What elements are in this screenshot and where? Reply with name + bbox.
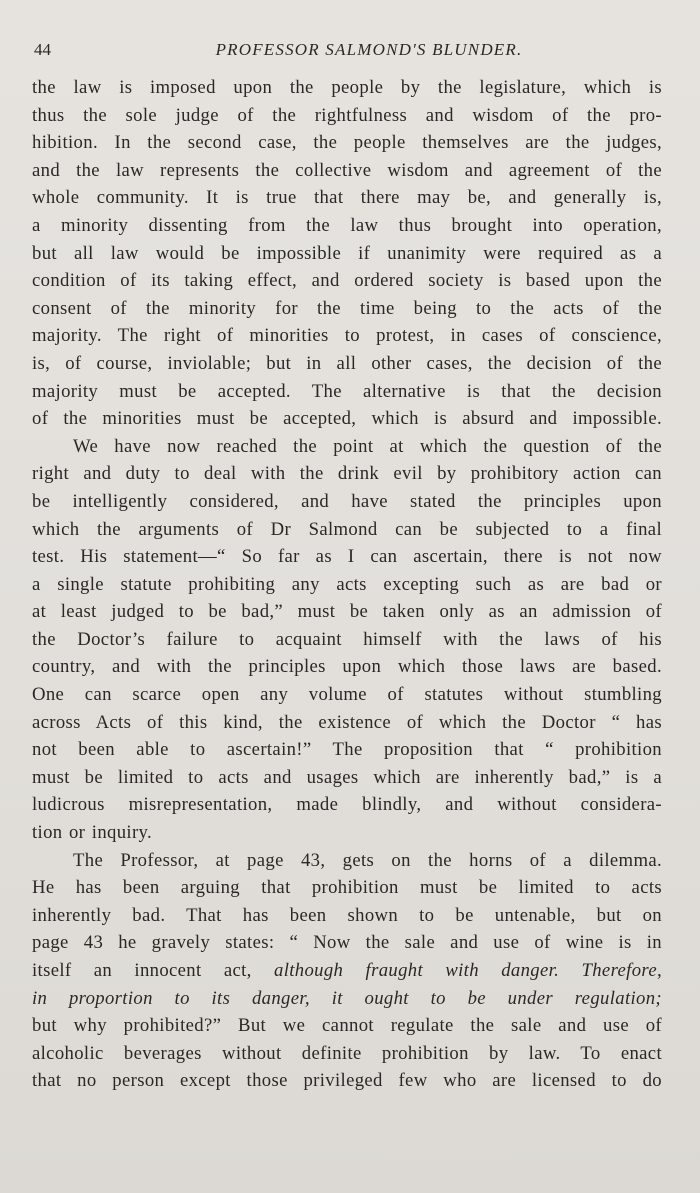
text-line: a minority dissenting from the law thus brought into operation, (32, 214, 662, 236)
running-head (34, 40, 664, 64)
text-line: be intelligently considered, and have stated the principles upon (32, 490, 662, 512)
text-line: tion or inquiry. (32, 822, 153, 844)
text-line: page 43 he gravely states: “ Now the sale and use of wine is in (32, 932, 662, 954)
text-line: alcoholic beverages without definite prohibition by law. To enact (32, 1042, 662, 1064)
text-line: ludicrous misrepresentation, made blindly, and without considera- (32, 794, 662, 816)
italic-fragment: although fraught with danger. Therefore, (274, 960, 662, 981)
text-line: majority must be accepted. The alternative is that the decision (32, 380, 662, 402)
text-line: is, of course, inviolable; but in all other cases, the decision of the (32, 352, 662, 374)
text-line-with-italics (32, 957, 662, 985)
italic-text-line (32, 985, 662, 1013)
text-line: the Doctor’s failure to acquaint himself with the laws of his (32, 628, 662, 650)
text-line: thus the sole judge of the rightfulness and wisdom of the pro- (32, 104, 662, 126)
text-line: consent of the minority for the time being to the acts of the (32, 297, 662, 319)
paragraph-1 (32, 74, 662, 433)
text-line: condition of its taking effect, and ordered society is based upon the (32, 270, 662, 292)
text-line: He has been arguing that prohibition must be limited to acts (32, 877, 662, 899)
text-line: of the minorities must be accepted, which is absurd and impossible. (32, 408, 662, 430)
text-line: and the law represents the collective wisdom and agreement of the (32, 159, 662, 181)
italic-fragment: in proportion to its danger, it ought to be under regulation; (32, 987, 662, 1009)
text-line: a single statute prohibiting any acts excepting such as are bad or (32, 573, 662, 595)
paragraph-3 (32, 847, 662, 1095)
page-number: 44 (34, 40, 51, 59)
text-line: The Professor, at page 43, gets on the horns of a dilemma. (73, 849, 662, 871)
body-text (32, 74, 662, 1095)
text-line: at least judged to be bad,” must be taken only as an admission of (32, 601, 662, 623)
text-line: the law is imposed upon the people by the legislature, which is (32, 77, 662, 98)
text-line: country, and with the principles upon which those laws are based. (32, 656, 662, 678)
text-line: but why prohibited?” But we cannot regulate the sale and use of (32, 1015, 662, 1037)
text-line: but all law would be impossible if unanimity were required as a (32, 242, 662, 264)
text-fragment: itself an innocent act, (32, 960, 274, 981)
text-line: must be limited to acts and usages which are inherently bad,” is a (32, 766, 662, 788)
text-line: test. His statement—“ So far as I can ascertain, there is not now (32, 546, 662, 568)
text-line: inherently bad. That has been shown to be untenable, but on (32, 904, 662, 926)
text-line: that no person except those privileged few who are licensed to do (32, 1070, 662, 1092)
text-line: majority. The right of minorities to protest, in cases of conscience, (32, 325, 662, 347)
text-line: One can scarce open any volume of statutes without stumbling (32, 684, 662, 706)
text-line: not been able to ascertain!” The proposition that “ prohibition (32, 739, 662, 761)
text-line: We have now reached the point at which the question of the (73, 435, 662, 457)
text-line: hibition. In the second case, the people themselves are the judges, (32, 132, 662, 154)
text-line: right and duty to deal with the drink evil by prohibitory action can (32, 463, 662, 485)
text-line: which the arguments of Dr Salmond can be subjected to a final (32, 518, 662, 540)
running-title: PROFESSOR SALMOND'S BLUNDER. (215, 40, 523, 59)
text-line: whole community. It is true that there may be, and generally is, (32, 187, 662, 209)
paragraph-2 (32, 433, 662, 847)
text-line: across Acts of this kind, the existence of which the Doctor “ has (32, 711, 662, 733)
